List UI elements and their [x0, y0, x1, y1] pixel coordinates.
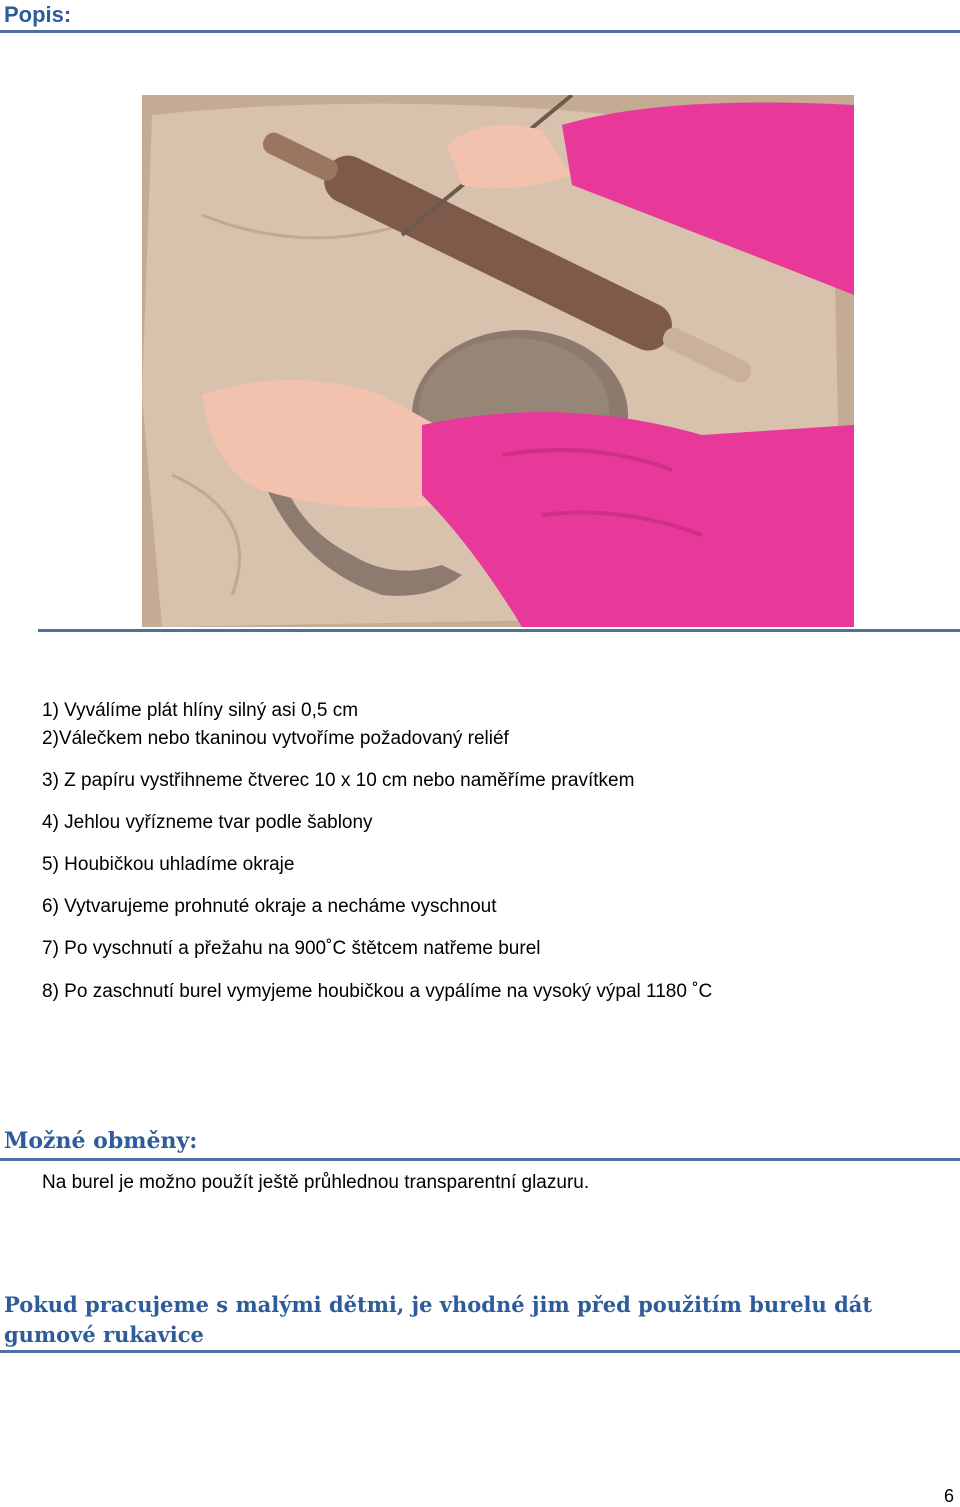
- step-item: 5) Houbičkou uhladíme okraje: [42, 854, 295, 875]
- photo-illustration: [142, 95, 854, 627]
- obmeny-rule: [0, 1158, 960, 1161]
- note-rule: [0, 1350, 960, 1353]
- photo-rule: [38, 629, 960, 632]
- safety-note: Pokud pracujeme s malými dětmi, je vhodné jim před použitím burelu dát gumové rukavice: [4, 1292, 873, 1347]
- step-item: 6) Vytvarujeme prohnuté okraje a necháme vyschnout: [42, 896, 497, 917]
- obmeny-text: Na burel je možno použít ještě průhlednou transparentní glazuru.: [42, 1172, 590, 1193]
- step-item: 8) Po zaschnutí burel vymyjeme houbičkou a vypálíme na vysoký výpal 1180 ˚C: [42, 981, 713, 1002]
- obmeny-heading: Možné obměny:: [4, 1128, 198, 1154]
- step-item: 1) Vyválíme plát hlíny silný asi 0,5 cm: [42, 700, 359, 721]
- step-item: 2)Válečkem nebo tkaninou vytvoříme požadovaný reliéf: [42, 728, 509, 749]
- popis-heading: Popis:: [4, 2, 72, 27]
- clay-rolling-photo: [142, 95, 854, 627]
- step-item: 4) Jehlou vyřízneme tvar podle šablony: [42, 812, 373, 833]
- step-item: 3) Z papíru vystřihneme čtverec 10 x 10 cm nebo naměříme pravítkem: [42, 770, 635, 791]
- step-item: 7) Po vyschnutí a přežahu na 900˚C štětcem natřeme burel: [42, 938, 541, 959]
- page-number: 6: [943, 1486, 954, 1506]
- popis-rule: [0, 30, 960, 33]
